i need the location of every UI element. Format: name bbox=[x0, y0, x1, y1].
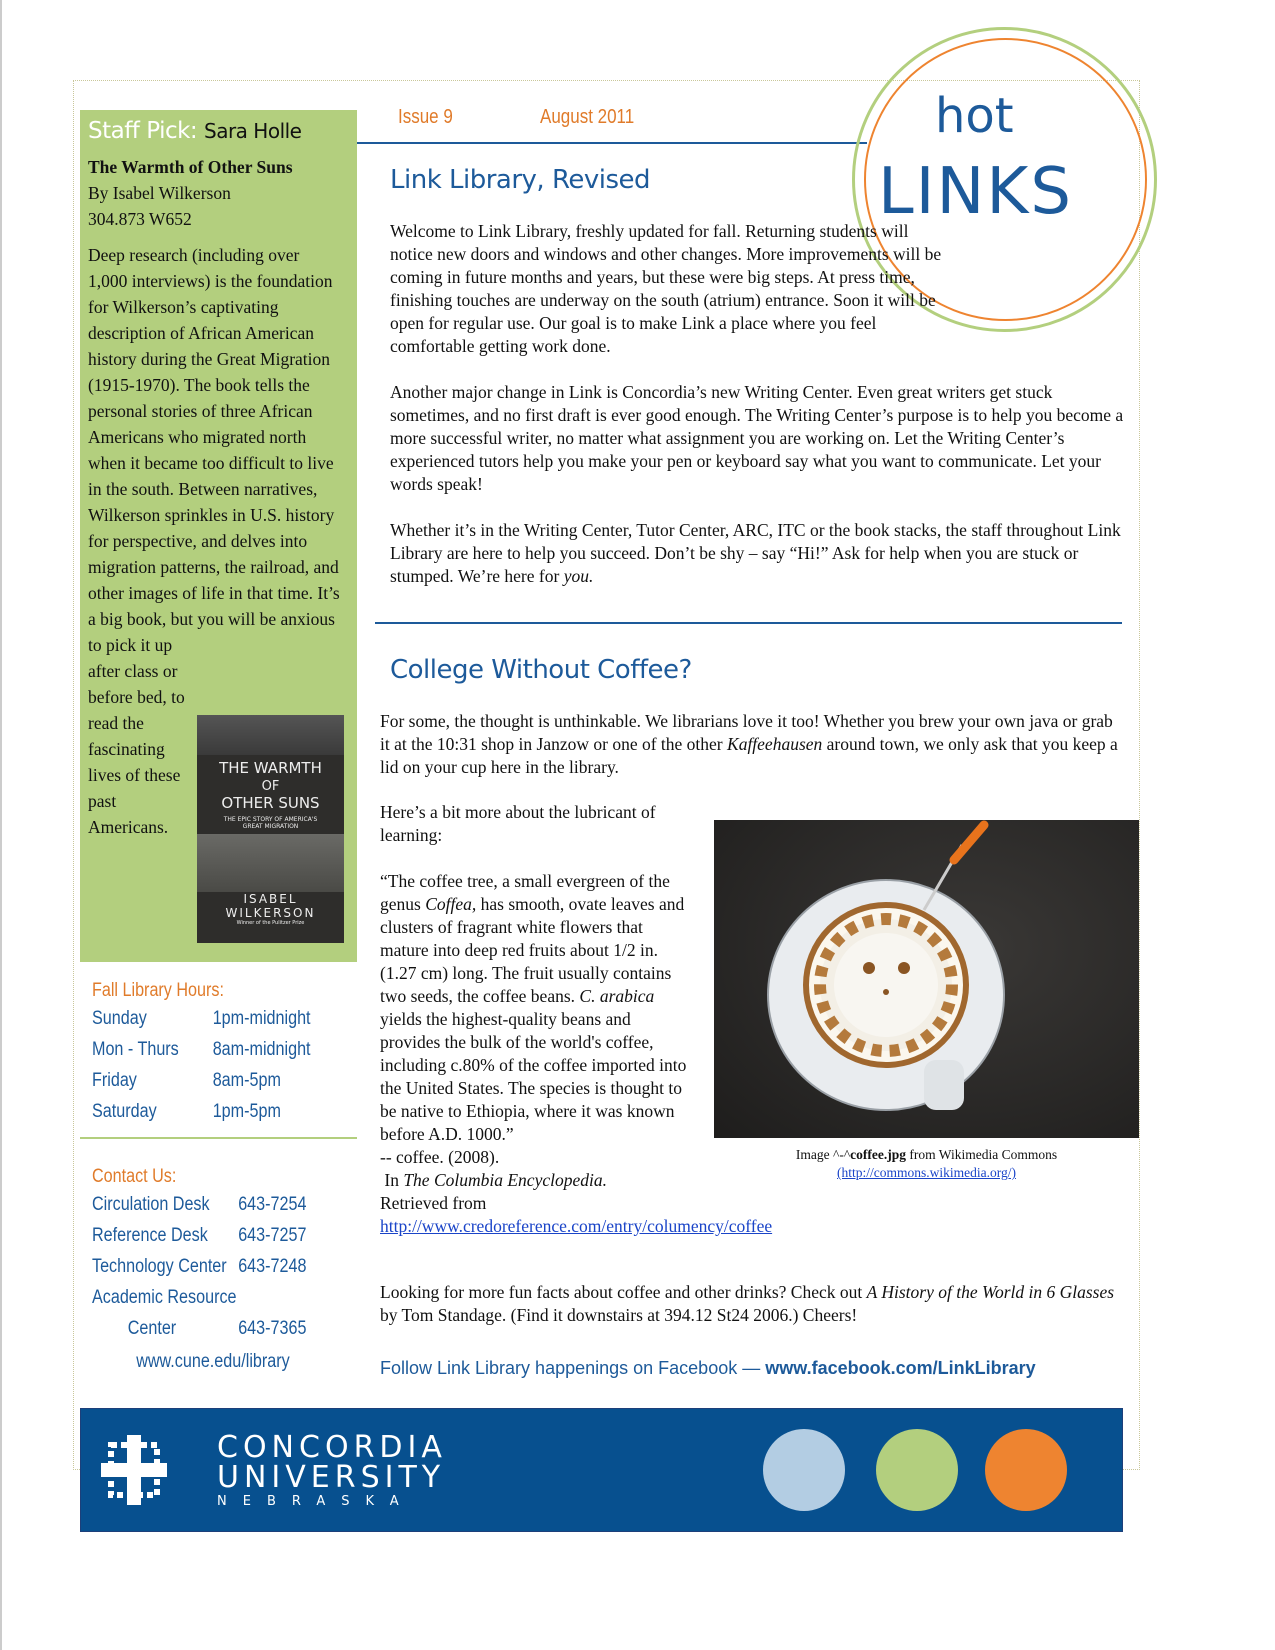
emphasis: you. bbox=[563, 566, 594, 586]
text: around town, we only ask that you keep a lid on your cup here in the library. bbox=[380, 734, 1118, 777]
coffee-photo[interactable] bbox=[714, 820, 1139, 1138]
hours-time: 8am-5pm bbox=[212, 1070, 281, 1091]
hours-day: Saturday bbox=[92, 1101, 157, 1122]
review-text-end: to pick it up after class or before bed, to read the fascinating lives of these past Americans. bbox=[88, 635, 185, 837]
staff-pick-box bbox=[80, 110, 357, 962]
review-text: Deep research (including over 1,000 interviews) is the foundation for Wilkerson’s captivating description of African American history during the Great Migration (1915-1970). The book tells the personal stories of three African Americans who migrated north when it became too difficult to live in the south. Between narratives, Wilkerson sprinkles in U.S. history for perspective, and delves into migration patterns, the railroad, and other images of life in that time. It’s a big book, but you will be anxious bbox=[88, 245, 340, 629]
facebook-promo bbox=[380, 1358, 1036, 1379]
contact-phone: 643-7254 bbox=[238, 1194, 307, 1215]
hours-row bbox=[92, 1008, 347, 1039]
section-rule bbox=[375, 622, 1122, 624]
contact-row bbox=[92, 1287, 347, 1318]
logo-hot: hot bbox=[935, 88, 1014, 144]
file-name: coffee.jpg bbox=[850, 1147, 907, 1162]
hours-time: 1pm-midnight bbox=[212, 1008, 311, 1029]
cover-title-2: OF bbox=[261, 779, 280, 794]
logo-links: LINKS bbox=[878, 155, 1073, 229]
library-website-link[interactable]: www.cune.edu/library bbox=[136, 1351, 290, 1372]
contact-us bbox=[92, 1166, 347, 1373]
citation: Retrieved from bbox=[380, 1193, 487, 1213]
cover-subtitle: THE EPIC STORY OF AMERICA'S GREAT MIGRATION bbox=[223, 816, 318, 830]
contact-phone: 643-7248 bbox=[238, 1256, 307, 1277]
citation-link[interactable]: http://www.credoreference.com/entry/columency/coffee bbox=[380, 1216, 773, 1236]
emphasis: Coffea, bbox=[425, 894, 477, 914]
issue-number: Issue 9 bbox=[398, 106, 453, 128]
cover-award: Winner of the Pulitzer Prize bbox=[236, 920, 305, 926]
book-title: The Warmth of Other Suns bbox=[88, 157, 293, 177]
contact-row bbox=[92, 1225, 347, 1256]
header-rule bbox=[357, 142, 867, 144]
emphasis: Kaffeehausen bbox=[727, 734, 823, 754]
coffee-intro bbox=[380, 710, 1120, 779]
hours-day: Friday bbox=[92, 1070, 137, 1091]
text: Looking for more fun facts about coffee and other drinks? Check out bbox=[380, 1282, 863, 1302]
hours-time: 1pm-5pm bbox=[212, 1101, 281, 1122]
contact-row bbox=[92, 1194, 347, 1225]
contact-row bbox=[92, 1256, 347, 1287]
library-hours bbox=[92, 980, 347, 1132]
hours-time: 8am-midnight bbox=[212, 1039, 311, 1060]
contact-phone: 643-7257 bbox=[238, 1225, 307, 1246]
text: In bbox=[384, 1170, 399, 1190]
emphasis: The Columbia Encyclopedia. bbox=[403, 1170, 607, 1190]
cover-title-3: OTHER SUNS bbox=[221, 794, 320, 812]
cover-title-1: THE WARMTH bbox=[219, 759, 322, 777]
logo-line-3: NEBRASKA bbox=[217, 1494, 415, 1509]
article-title-link-library: Link Library, Revised bbox=[390, 165, 650, 195]
paragraph: Welcome to Link Library, freshly updated for fall. Returning students will notice new doors and windows and other changes. More improvements will be coming in future months and years, but these were big steps. At press time, finishing touches are underway on the south (atrium) entrance. Soon it will be open for regular use. Our goal is to make Link a place where you feel comfortable getting work done. bbox=[390, 221, 942, 356]
photo-caption bbox=[714, 1146, 1139, 1182]
divider bbox=[80, 1137, 357, 1139]
cover-author-2: WILKERSON bbox=[225, 906, 316, 920]
university-name bbox=[217, 1430, 447, 1511]
book-cover-image bbox=[197, 715, 344, 943]
latte-art-illustration bbox=[714, 820, 1139, 1138]
paragraph-text: Whether it’s in the Writing Center, Tutor Center, ARC, ITC or the book stacks, the staff throughout Link Library are here to help you succeed. Don’t be shy – say “Hi!” Ask for help when you are stuck or stumped. We’re here for bbox=[390, 520, 1121, 586]
coffee-closing bbox=[380, 1281, 1125, 1327]
staff-pick-name: Sara Holle bbox=[204, 119, 302, 143]
contact-name: Center bbox=[127, 1318, 177, 1339]
issue-date: August 2011 bbox=[540, 106, 635, 128]
call-number: 304.873 W652 bbox=[88, 209, 192, 229]
text: “The coffee tree, a small evergreen of the genus bbox=[380, 871, 670, 914]
hours-title: Fall Library Hours: bbox=[92, 980, 224, 1001]
citation bbox=[380, 1169, 700, 1192]
hours-row bbox=[92, 1070, 347, 1101]
cover-author-1: ISABEL bbox=[243, 892, 298, 906]
decor-circle-green bbox=[876, 1429, 958, 1511]
article-link-library-body bbox=[390, 220, 1130, 611]
citation: -- coffee. (2008). bbox=[380, 1147, 500, 1167]
logo-line-1: CONCORDIA bbox=[217, 1430, 447, 1465]
staff-pick-label: Staff Pick: bbox=[88, 118, 198, 144]
footer-banner bbox=[80, 1408, 1123, 1532]
quote bbox=[380, 870, 692, 1146]
concordia-cross-logo-icon bbox=[101, 1435, 167, 1505]
contact-name: Technology Center bbox=[92, 1256, 227, 1277]
paragraph: Another major change in Link is Concordia’s new Writing Center. Even great writers get stuck sometimes, and no first draft is ever good enough. The Writing Center’s purpose is to help you become a more successful writer, no matter what assignment you are working on. Let the Writing Center’s experienced tutors help you make your pen or keyboard say what you want to communicate. Let your words speak! bbox=[390, 382, 1124, 494]
facebook-link[interactable]: www.facebook.com/LinkLibrary bbox=[765, 1358, 1036, 1378]
page-edge bbox=[0, 0, 2, 1650]
text: by Tom Standage. (Find it downstairs at 394.12 St24 2006.) Cheers! bbox=[380, 1305, 858, 1325]
logo-line-2: UNIVERSITY bbox=[217, 1460, 446, 1495]
wikimedia-link[interactable]: (http://commons.wikimedia.org/) bbox=[837, 1165, 1016, 1180]
decor-circle-orange bbox=[985, 1429, 1067, 1511]
decor-circle-blue bbox=[763, 1429, 845, 1511]
contact-title: Contact Us: bbox=[92, 1166, 177, 1187]
paragraph bbox=[390, 519, 1130, 588]
text: yields the highest-quality beans and provides the bulk of the world's coffee, including c.80% of the coffee imported into the United States. The species is thought to be native to Ethiopia, where it was known before A.D. 1000.” bbox=[380, 1009, 687, 1144]
contact-row bbox=[92, 1318, 347, 1349]
contact-phone: 643-7365 bbox=[238, 1318, 307, 1339]
article-title-coffee: College Without Coffee? bbox=[390, 655, 692, 685]
hours-day: Mon - Thurs bbox=[92, 1039, 179, 1060]
text: Follow Link Library happenings on Facebook — bbox=[380, 1358, 761, 1378]
hours-day: Sunday bbox=[92, 1008, 147, 1029]
staff-pick-heading bbox=[88, 118, 349, 144]
emphasis: C. arabica bbox=[579, 986, 655, 1006]
paragraph: Here’s a bit more about the lubricant of learning: bbox=[380, 802, 656, 845]
coffee-body bbox=[380, 801, 773, 1238]
text: Image ^-^ bbox=[795, 1147, 851, 1162]
hours-row bbox=[92, 1101, 347, 1132]
text: For some, the thought is unthinkable. We librarians love it too! Whether you brew your own java or grab it at the 10:31 shop in Janzow or one of the other bbox=[380, 711, 1113, 754]
contact-name: Academic Resource bbox=[92, 1287, 237, 1308]
contact-name: Reference Desk bbox=[92, 1225, 208, 1246]
text: has smooth, ovate leaves and clusters of fragrant white flowers that mature into deep red fruits about 1/2 in. (1.27 cm) long. The fruit usually contains two seeds, the coffee beans. bbox=[380, 894, 685, 1006]
emphasis: A History of the World in 6 Glasses bbox=[866, 1282, 1115, 1302]
book-author: By Isabel Wilkerson bbox=[88, 183, 231, 203]
hours-row bbox=[92, 1039, 347, 1070]
text: from Wikimedia Commons bbox=[909, 1147, 1058, 1162]
contact-name: Circulation Desk bbox=[92, 1194, 210, 1215]
